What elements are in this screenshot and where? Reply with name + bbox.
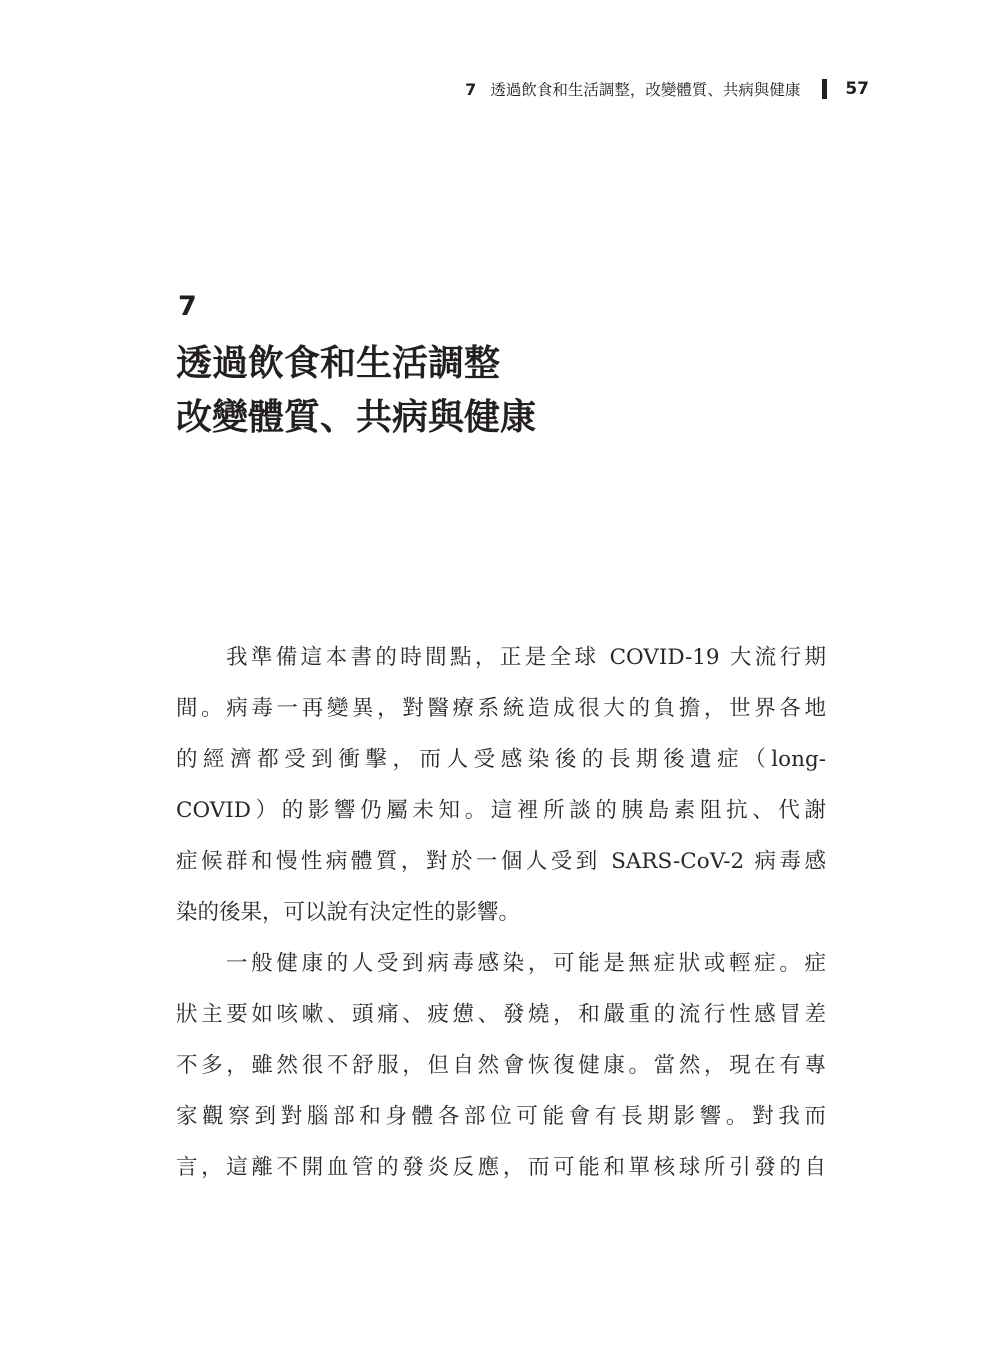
paragraph-line: 的經濟都受到衝擊，而人受感染後的長期後遺症（long- — [176, 747, 826, 772]
paragraph-line: 症候群和慢性病體質，對於一個人受到 SARS-CoV-2 病毒感 — [176, 849, 826, 874]
chapter-title-line-1: 透過飲食和生活調整 — [176, 342, 501, 384]
paragraph-line: 不多，雖然很不舒服，但自然會恢復健康。當然，現在有專 — [176, 1053, 826, 1078]
paragraph-line: COVID）的影響仍屬未知。這裡所談的胰島素阻抗、代謝 — [176, 798, 826, 823]
header-divider-bar — [822, 79, 827, 99]
paragraph-2 — [176, 938, 826, 1193]
body-text — [176, 632, 826, 1193]
page-number: 57 — [845, 79, 869, 99]
paragraph-line: 間。病毒一再變異，對醫療系統造成很大的負擔，世界各地 — [176, 696, 826, 721]
header-chapter-title: 透過飲食和生活調整，改變體質、共病與健康 — [490, 81, 801, 99]
running-header — [465, 76, 869, 102]
paragraph-line: 言，這離不開血管的發炎反應，而可能和單核球所引發的自 — [176, 1155, 826, 1180]
paragraph-line: 染的後果，可以說有決定性的影響。 — [176, 900, 521, 925]
paragraph-line: 狀主要如咳嗽、頭痛、疲憊、發燒，和嚴重的流行性感冒差 — [176, 1002, 826, 1027]
paragraph-1 — [176, 632, 826, 938]
paragraph-line: 一般健康的人受到病毒感染，可能是無症狀或輕症。症 — [226, 951, 826, 976]
chapter-title-line-2: 改變體質、共病與健康 — [176, 396, 537, 438]
paragraph-line: 我準備這本書的時間點，正是全球 COVID-19 大流行期 — [226, 645, 826, 670]
paragraph-line: 家觀察到對腦部和身體各部位可能會有長期影響。對我而 — [176, 1104, 826, 1129]
header-chapter-number: 7 — [465, 79, 477, 99]
chapter-title — [176, 336, 836, 444]
chapter-number: 7 — [178, 291, 197, 322]
